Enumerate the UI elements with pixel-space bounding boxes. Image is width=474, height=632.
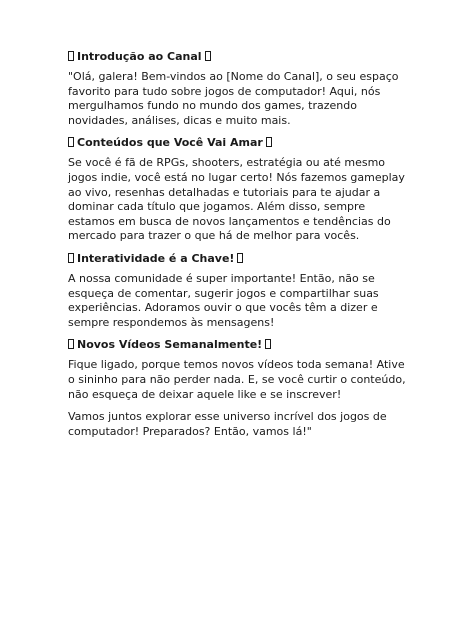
section-heading-interactivity: Interatividade é a Chave!: [68, 252, 408, 266]
section-heading-intro: Introdução ao Canal: [68, 50, 408, 64]
document-page: [68, 50, 408, 447]
paragraph-closing: Vamos juntos explorar esse universo incrível dos jogos de computador! Preparados? Então, vamos lá!": [68, 410, 387, 438]
missing-glyph-icon: [237, 253, 243, 263]
missing-glyph-icon: [68, 339, 74, 349]
missing-glyph-icon: [68, 51, 74, 61]
missing-glyph-icon: [265, 339, 271, 349]
missing-glyph-icon: [68, 137, 74, 147]
section-heading-weekly: Novos Vídeos Semanalmente!: [68, 338, 408, 352]
paragraph-weekly: Fique ligado, porque temos novos vídeos toda semana! Ative o sininho para não perder nada. E, se você curtir o conteúdo, não esqueça de deixar aquele like e se inscrever!: [68, 358, 406, 401]
section-heading-content: Conteúdos que Você Vai Amar: [68, 136, 408, 150]
missing-glyph-icon: [68, 253, 74, 263]
missing-glyph-icon: [266, 137, 272, 147]
paragraph-intro: "Olá, galera! Bem-vindos ao [Nome do Canal], o seu espaço favorito para tudo sobre jogos de computador! Aqui, nós mergulhamos fundo no mundo dos games, trazendo novidades, análises, dicas e muito mais.: [68, 70, 399, 127]
missing-glyph-icon: [205, 51, 211, 61]
paragraph-interactivity: A nossa comunidade é super importante! Então, não se esqueça de comentar, sugerir jogos e compartilhar suas experiências. Adoramos ouvir o que vocês têm a dizer e sempre respondemos às mensagens!: [68, 271, 379, 329]
paragraph-content: Se você é fã de RPGs, shooters, estratégia ou até mesmo jogos indie, você está no lugar certo! Nós fazemos gameplay ao vivo, resenhas detalhadas e tutoriais para te ajudar a dominar cada título que jogamos. Além disso, sempre estamos em busca de novos lançamentos e tendências do mercado para trazer o que há de melhor para vocês.: [68, 156, 405, 243]
